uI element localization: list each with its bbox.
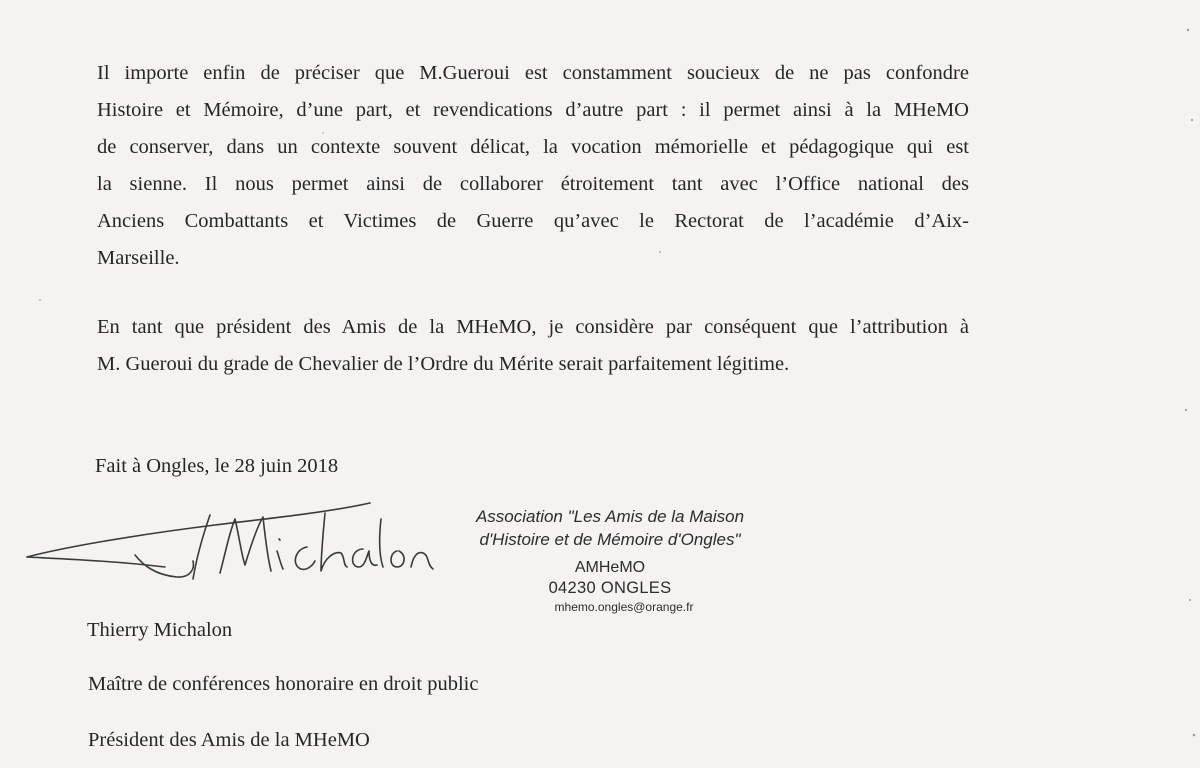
date-line: Fait à Ongles, le 28 juin 2018 (95, 455, 339, 477)
paragraph-2-line: En tant que président des Amis de la MHeMO, je considère par conséquent que l’attribution à (97, 316, 969, 338)
signatory-name: Thierry Michalon (87, 619, 233, 641)
stamp-email: mhemo.ongles@orange.fr (554, 600, 694, 614)
stamp-association-line: d'Histoire et de Mémoire d'Ongles" (479, 530, 741, 549)
stamp-postal-city: 04230 ONGLES (548, 579, 672, 597)
stamp-association-line: Association "Les Amis de la Maison (475, 507, 745, 526)
paragraph-1-line: la sienne. Il nous permet ainsi de collaborer étroitement tant avec l’Office national des (97, 173, 969, 195)
paragraph-1-line: Il importe enfin de préciser que M.Gueroui est constamment soucieux de ne pas confondre (97, 62, 969, 84)
handwritten-signature (25, 495, 445, 590)
association-stamp (440, 505, 780, 615)
paragraph-1-line: Marseille. (97, 247, 180, 269)
signatory-title: Maître de conférences honoraire en droit public (88, 673, 479, 695)
paragraph-1-line: Anciens Combattants et Victimes de Guerre qu’avec le Rectorat de l’académie d’Aix- (97, 210, 969, 232)
paragraph-2 (97, 309, 969, 383)
stamp-acronym: AMHeMO (574, 559, 646, 576)
paragraph-1 (97, 55, 969, 277)
paragraph-1-line: Histoire et Mémoire, d’une part, et revendications d’autre part : il permet ainsi à la MHeMO (97, 99, 969, 121)
paragraph-2-line: M. Gueroui du grade de Chevalier de l’Ordre du Mérite serait parfaitement légitime. (97, 353, 790, 375)
signatory-role: Président des Amis de la MHeMO (88, 729, 370, 751)
paragraph-1-line: de conserver, dans un contexte souvent délicat, la vocation mémorielle et pédagogique qui est (97, 136, 969, 158)
